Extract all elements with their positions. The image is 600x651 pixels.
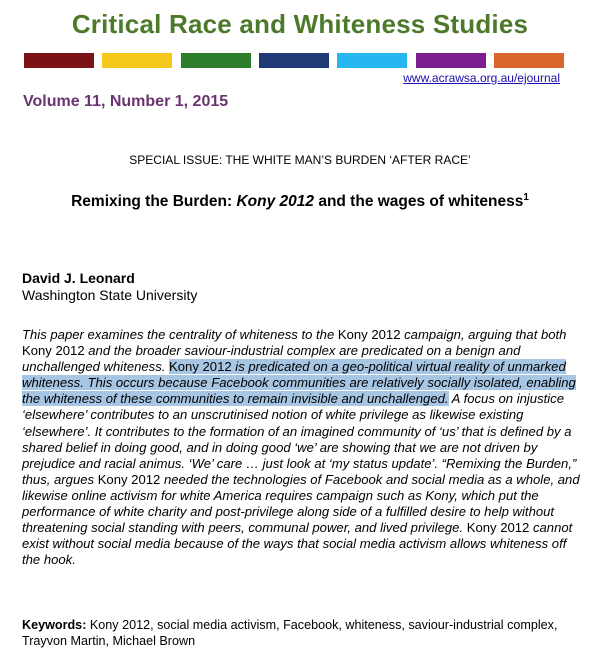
keywords-text: Kony 2012, social media activism, Facebook, whiteness, saviour-industrial complex, Trayvon Martin, Michael Brown [22,618,558,648]
author-affiliation: Washington State University [22,287,198,303]
abstract-text: Kony 2012 [97,471,161,487]
abstract-text: and the broader saviour-industrial complex are predicated on a benign and unchallenged whiteness. [22,343,521,375]
title-part-1: Remixing the Burden: [71,193,237,210]
color-swatch [494,53,564,68]
special-issue-label: SPECIAL ISSUE: THE WHITE MAN’S BURDEN ‘AFTER RACE’ [129,153,471,167]
footnote-mark[interactable]: 1 [523,192,529,203]
color-swatch [24,53,94,68]
color-swatch [102,53,172,68]
abstract-text: Kony 2012 [466,520,530,536]
journal-title: Critical Race and Whiteness Studies [71,9,529,39]
author-name: David J. Leonard [22,270,135,286]
volume-info: Volume 11, Number 1, 2015 [23,93,229,110]
abstract-text: A focus on injustice ‘elsewhere’ contributes to an unscrutinised notion of white privilege as likewise existing ‘elsewhere’. It contributes to the formation of an imagined community of ‘us’ that is defined by a shared belief in doing good, and in doing good ‘we’ are showing that we are not driven by prejudice and racial animus. ‘We’ care … just look at ‘my status update’. “Remixing the Burden,” thus, argues [22,391,577,487]
abstract-text: is predicated on a geo-political virtual reality of unmarked whiteness. This occurs because Facebook communities are relatively socially isolated, enabling the whiteness of these communities to remain invisible and unchallenged. [22,359,576,407]
keywords-label: Keywords: [22,618,87,632]
color-swatch [337,53,407,68]
keywords [22,617,582,649]
abstract-text: Kony 2012 [337,327,401,342]
abstract-text: needed the technologies of Facebook and social media as a whole, and likewise online activism for white America requires campaign such as Kony, which put the performance of white charity and post-privilege along side of a fulfilled desire to help without threatening social standing with peers, communal power, and lived privilege. [22,471,580,536]
color-swatch [259,53,329,68]
color-bar [24,53,564,68]
title-italic: Kony 2012 [236,193,315,210]
abstract [22,327,582,568]
journal-url-link[interactable]: www.acrawsa.org.au/ejournal [403,71,560,85]
color-swatch [181,53,251,68]
abstract-text: Kony 2012 [22,343,85,359]
title-part-2: and the wages of whiteness [314,193,524,210]
abstract-text: This paper examines the centrality of whiteness to the [22,327,338,342]
abstract-text: campaign, arguing that both [400,327,567,342]
color-swatch [416,53,486,68]
abstract-text: Kony 2012 [169,359,232,375]
abstract-text: cannot exist without social media because of the ways that social media activism allows whiteness off the hook. [22,520,573,568]
article-title [40,183,560,216]
